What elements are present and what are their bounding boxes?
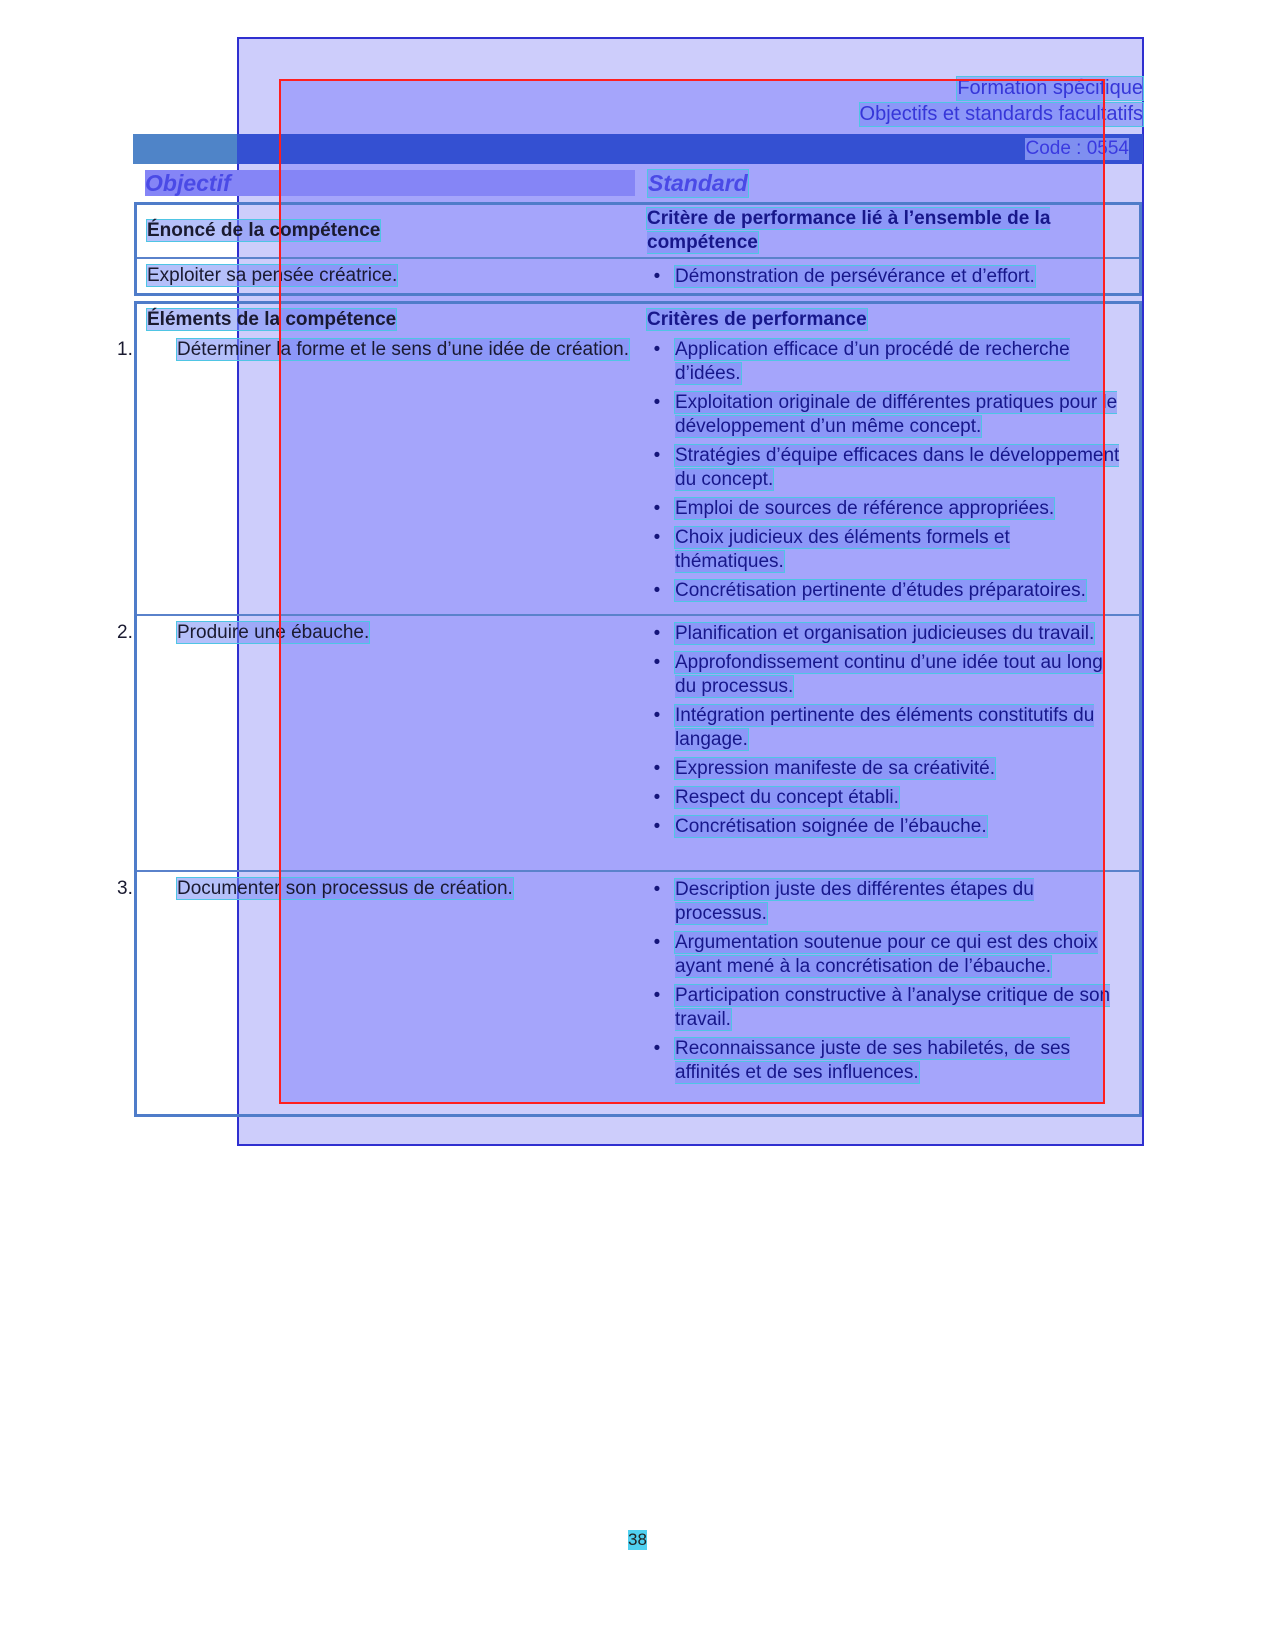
code-band <box>133 134 1143 164</box>
criterion-item: • Application efficace d’un procédé de recherche d’idées. <box>647 338 1122 386</box>
bullet-icon: • <box>653 623 661 644</box>
criterion-item: • Expression manifeste de sa créativité. <box>647 757 1122 781</box>
performance-criteria-header: Critères de performance <box>647 309 867 330</box>
criterion-item: • Participation constructive à l’analyse critique de son travail. <box>647 984 1122 1032</box>
criterion-item: • Planification et organisation judicieuses du travail. <box>647 622 1122 646</box>
criterion-item: • Exploitation originale de différentes pratiques pour le développement d’un même concept. <box>647 391 1122 439</box>
criterion-item: • Concrétisation pertinente d’études préparatoires. <box>647 579 1122 603</box>
elements-header-row <box>137 304 1139 334</box>
bullet-icon: • <box>653 580 661 601</box>
element-text: 1. Déterminer la forme et le sens d’une idée de création. <box>117 339 630 360</box>
bullet-icon: • <box>653 1038 661 1059</box>
bullet-icon: • <box>653 985 661 1006</box>
objective-column-title: Objectif <box>145 170 231 196</box>
bullet-icon: • <box>653 339 661 360</box>
elements-header: Éléments de la compétence <box>147 309 397 330</box>
criterion-item: • Argumentation soutenue pour ce qui est des choix ayant mené à la concrétisation de l’ébauche. <box>647 931 1122 979</box>
competence-criterion-item: • Démonstration de persévérance et d’effort. <box>647 265 1122 289</box>
bullet-icon: • <box>653 445 661 466</box>
page-number: 38 <box>628 1530 647 1549</box>
element-row <box>117 870 1139 1114</box>
bullet-icon: • <box>653 266 661 287</box>
criterion-item: • Respect du concept établi. <box>647 786 1122 810</box>
bullet-icon: • <box>653 498 661 519</box>
criterion-item: • Intégration pertinente des éléments constitutifs du langage. <box>647 704 1122 752</box>
competence-body-row <box>137 257 1139 295</box>
bullet-icon: • <box>653 758 661 779</box>
bullet-icon: • <box>653 787 661 808</box>
criterion-item: • Description juste des différentes étapes du processus. <box>647 878 1122 926</box>
code-label: Code : 0554 <box>1025 138 1129 159</box>
criterion-item: • Emploi de sources de référence appropriées. <box>647 497 1122 521</box>
element-row <box>117 614 1139 870</box>
criterion-item: • Concrétisation soignée de l’ébauche. <box>647 815 1122 839</box>
criterion-item: • Choix judicieux des éléments formels et thématiques. <box>647 526 1122 574</box>
elements-table <box>117 301 1142 1117</box>
criterion-item: • Approfondissement continu d’une idée tout au long du processus. <box>647 651 1122 699</box>
bullet-icon: • <box>653 392 661 413</box>
bullet-icon: • <box>653 932 661 953</box>
bullet-icon: • <box>653 879 661 900</box>
bullet-icon: • <box>653 652 661 673</box>
element-text: 3. Documenter son processus de création. <box>117 878 513 899</box>
header-section-title: Objectifs et standards facultatifs <box>859 103 1143 125</box>
competence-statement: Exploiter sa pensée créatrice. <box>147 265 398 286</box>
criterion-item: • Stratégies d’équipe efficaces dans le développement du concept. <box>647 444 1122 492</box>
competence-header-row <box>137 205 1139 257</box>
competence-statement-header: Énoncé de la compétence <box>147 220 381 241</box>
header-program-title: Formation spécifique <box>957 77 1143 99</box>
criterion-item: • Reconnaissance juste de ses habiletés, de ses affinités et de ses influences. <box>647 1037 1122 1085</box>
element-row <box>117 336 1139 606</box>
competence-table <box>134 202 1142 296</box>
standard-column-title: Standard <box>648 170 748 196</box>
bullet-icon: • <box>653 527 661 548</box>
element-text: 2. Produire une ébauche. <box>117 622 370 643</box>
bullet-icon: • <box>653 705 661 726</box>
competence-criterion-header: Critère de performance lié à l’ensemble de la compétence <box>647 208 1051 253</box>
bullet-icon: • <box>653 816 661 837</box>
